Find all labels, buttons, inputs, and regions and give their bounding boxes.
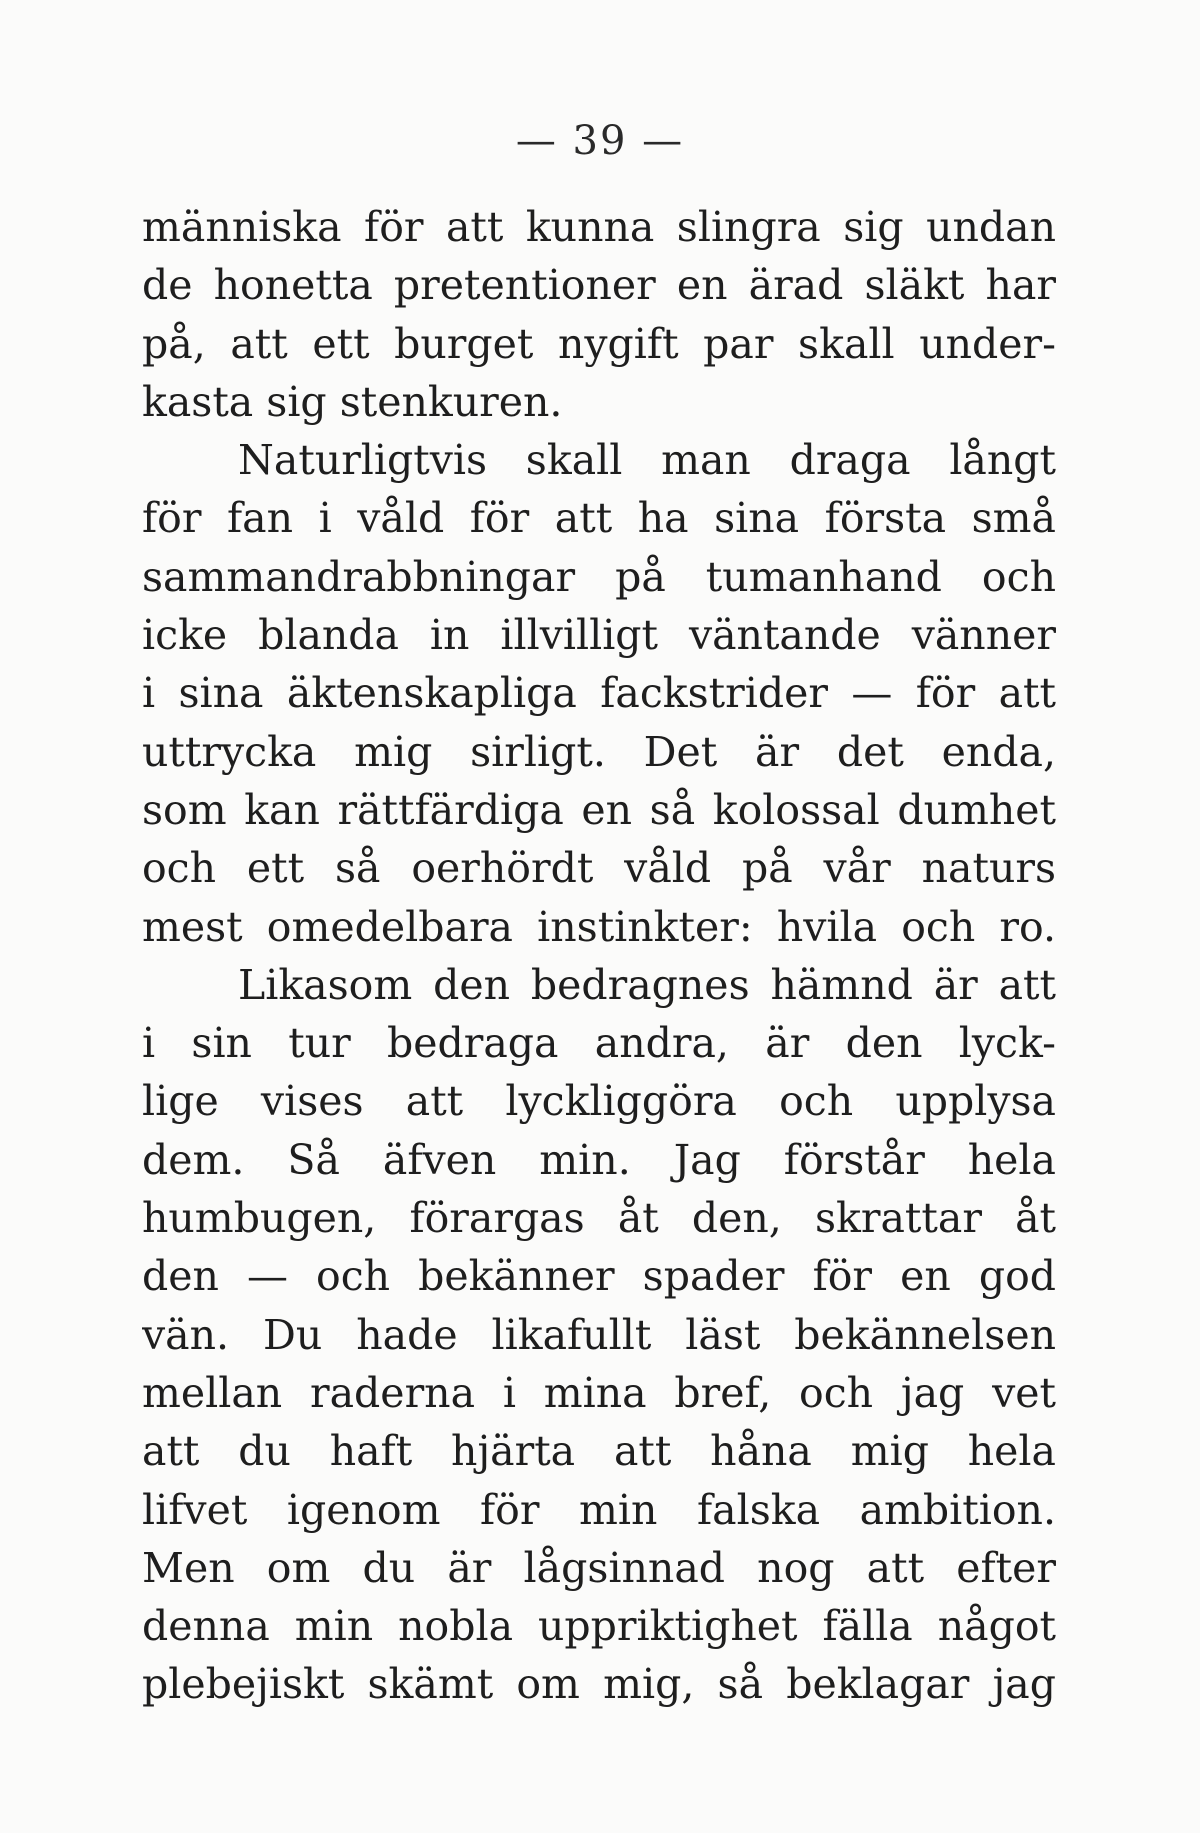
text-line: på, att ett burget nygift par skall under-	[142, 319, 1056, 368]
text-line: som kan rättfärdiga en så kolossal dumhet	[142, 785, 1056, 834]
text-line: i sina äktenskapliga fackstrider — för att	[142, 669, 1056, 718]
text-line: lifvet igenom för min falska ambition.	[142, 1485, 1056, 1534]
text-line: humbugen, förargas åt den, skrattar åt	[142, 1194, 1056, 1243]
text-line: vän. Du hade likafullt läst bekännelsen	[142, 1310, 1056, 1359]
text-line: Men om du är lågsinnad nog att efter	[142, 1543, 1056, 1592]
text-line: mellan raderna i mina bref, och jag vet	[142, 1368, 1056, 1417]
text-line: denna min nobla uppriktighet fälla något	[142, 1602, 1056, 1651]
text-line: dem. Så äfven min. Jag förstår hela	[142, 1135, 1056, 1184]
text-line: för fan i våld för att ha sina första små	[142, 494, 1056, 543]
page-number: — 39 —	[515, 118, 685, 164]
text-line: och ett så oerhördt våld på vår naturs	[142, 844, 1056, 893]
text-line: Likasom den bedragnes hämnd är att	[238, 960, 1056, 1009]
text-line: Naturligtvis skall man draga långt	[238, 436, 1056, 485]
text-line: de honetta pretentioner en ärad släkt har	[142, 261, 1056, 310]
text-line: plebejiskt skämt om mig, så beklagar jag	[142, 1660, 1056, 1709]
text-line: sammandrabbningar på tumanhand och	[142, 552, 1056, 601]
text-line: den — och bekänner spader för en god	[142, 1252, 1056, 1301]
text-line: lige vises att lyckliggöra och upplysa	[142, 1077, 1056, 1126]
text-line: icke blanda in illvilligt väntande vänner	[142, 611, 1056, 660]
body-text	[142, 198, 1056, 1714]
text-line: uttrycka mig sirligt. Det är det enda,	[142, 727, 1056, 776]
text-line: att du haft hjärta att håna mig hela	[142, 1427, 1056, 1476]
text-line: mest omedelbara instinkter: hvila och ro.	[142, 902, 1056, 951]
text-line: i sin tur bedraga andra, är den lyck-	[142, 1019, 1056, 1068]
text-line: kasta sig stenkuren.	[142, 377, 563, 426]
text-line: människa för att kunna slingra sig undan	[142, 203, 1056, 251]
